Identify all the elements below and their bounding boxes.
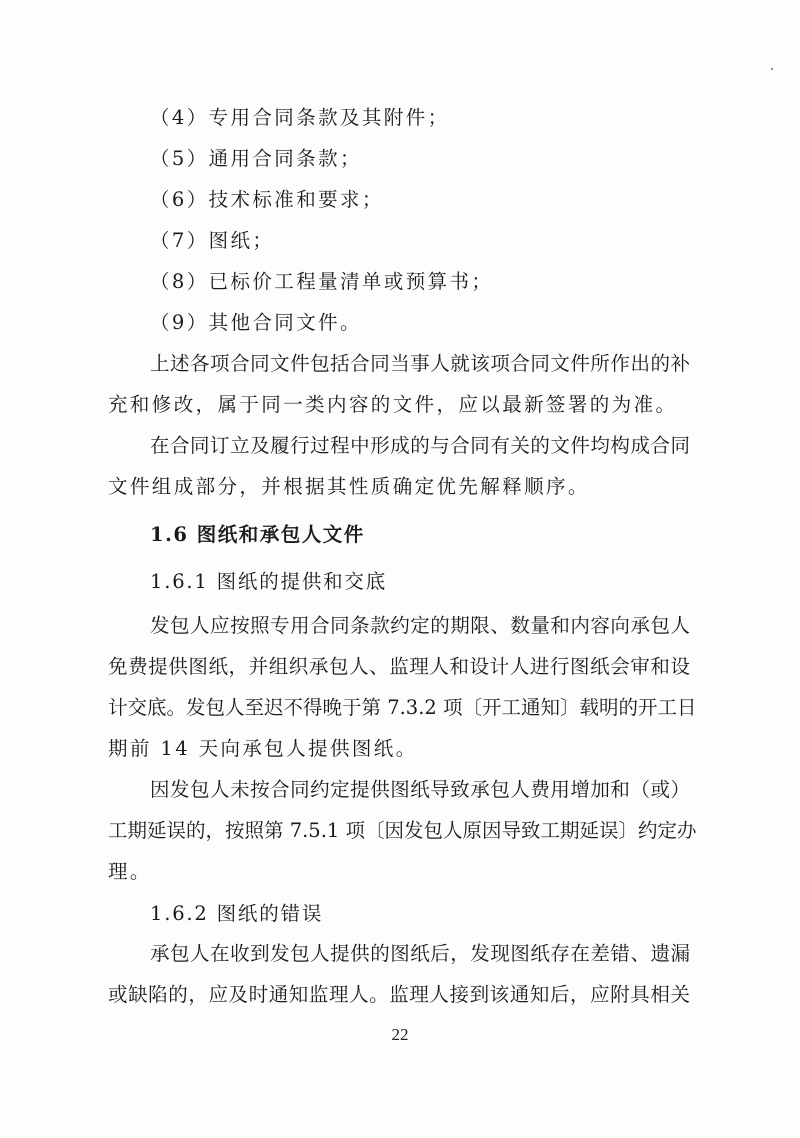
list-item-5: （5）通用合同条款； bbox=[150, 147, 362, 170]
subsection-heading: 1.6.2 图纸的错误 bbox=[150, 902, 324, 925]
scan-speck bbox=[771, 68, 773, 70]
subsection-heading: 1.6.1 图纸的提供和交底 bbox=[150, 570, 388, 593]
paragraph-line: 发包人应按照专用合同条款约定的期限、数量和内容向承包人 bbox=[150, 614, 690, 637]
list-item-7: （7）图纸； bbox=[150, 229, 275, 252]
paragraph-line: 工期延误的，按照第 7.5.1 项〔因发包人原因导致工期延误〕约定办 bbox=[108, 819, 697, 842]
paragraph-line: 或缺陷的，应及时通知监理人。监理人接到该通知后，应附具相关 bbox=[108, 983, 690, 1006]
list-item-8: （8）已标价工程量清单或预算书； bbox=[150, 270, 494, 293]
paragraph-line: 充和修改，属于同一类内容的文件，应以最新签署的为准。 bbox=[108, 393, 678, 416]
paragraph-line: 理。 bbox=[108, 860, 152, 883]
paragraph-line: 因发包人未按合同约定提供图纸导致承包人费用增加和（或） bbox=[150, 778, 690, 801]
paragraph-line: 上述各项合同文件包括合同当事人就该项合同文件所作出的补 bbox=[150, 352, 690, 375]
paragraph-line: 免费提供图纸，并组织承包人、监理人和设计人进行图纸会审和设 bbox=[108, 655, 690, 678]
list-item-6: （6）技术标准和要求； bbox=[150, 188, 384, 211]
paragraph-line: 期前 14 天向承包人提供图纸。 bbox=[108, 737, 418, 760]
list-item-4: （4）专用合同条款及其附件； bbox=[150, 106, 450, 129]
paragraph-line: 计交底。发包人至迟不得晚于第 7.3.2 项〔开工通知〕载明的开工日 bbox=[108, 696, 697, 719]
page-number: 22 bbox=[391, 1025, 409, 1044]
paragraph-line: 承包人在收到发包人提供的图纸后，发现图纸存在差错、遗漏 bbox=[150, 942, 690, 965]
paragraph-line: 在合同订立及履行过程中形成的与合同有关的文件均构成合同 bbox=[150, 434, 690, 457]
paragraph-line: 文件组成部分，并根据其性质确定优先解释顺序。 bbox=[108, 475, 590, 498]
list-item-9: （9）其他合同文件。 bbox=[150, 311, 362, 334]
section-heading: 1.6 图纸和承包人文件 bbox=[150, 523, 365, 546]
